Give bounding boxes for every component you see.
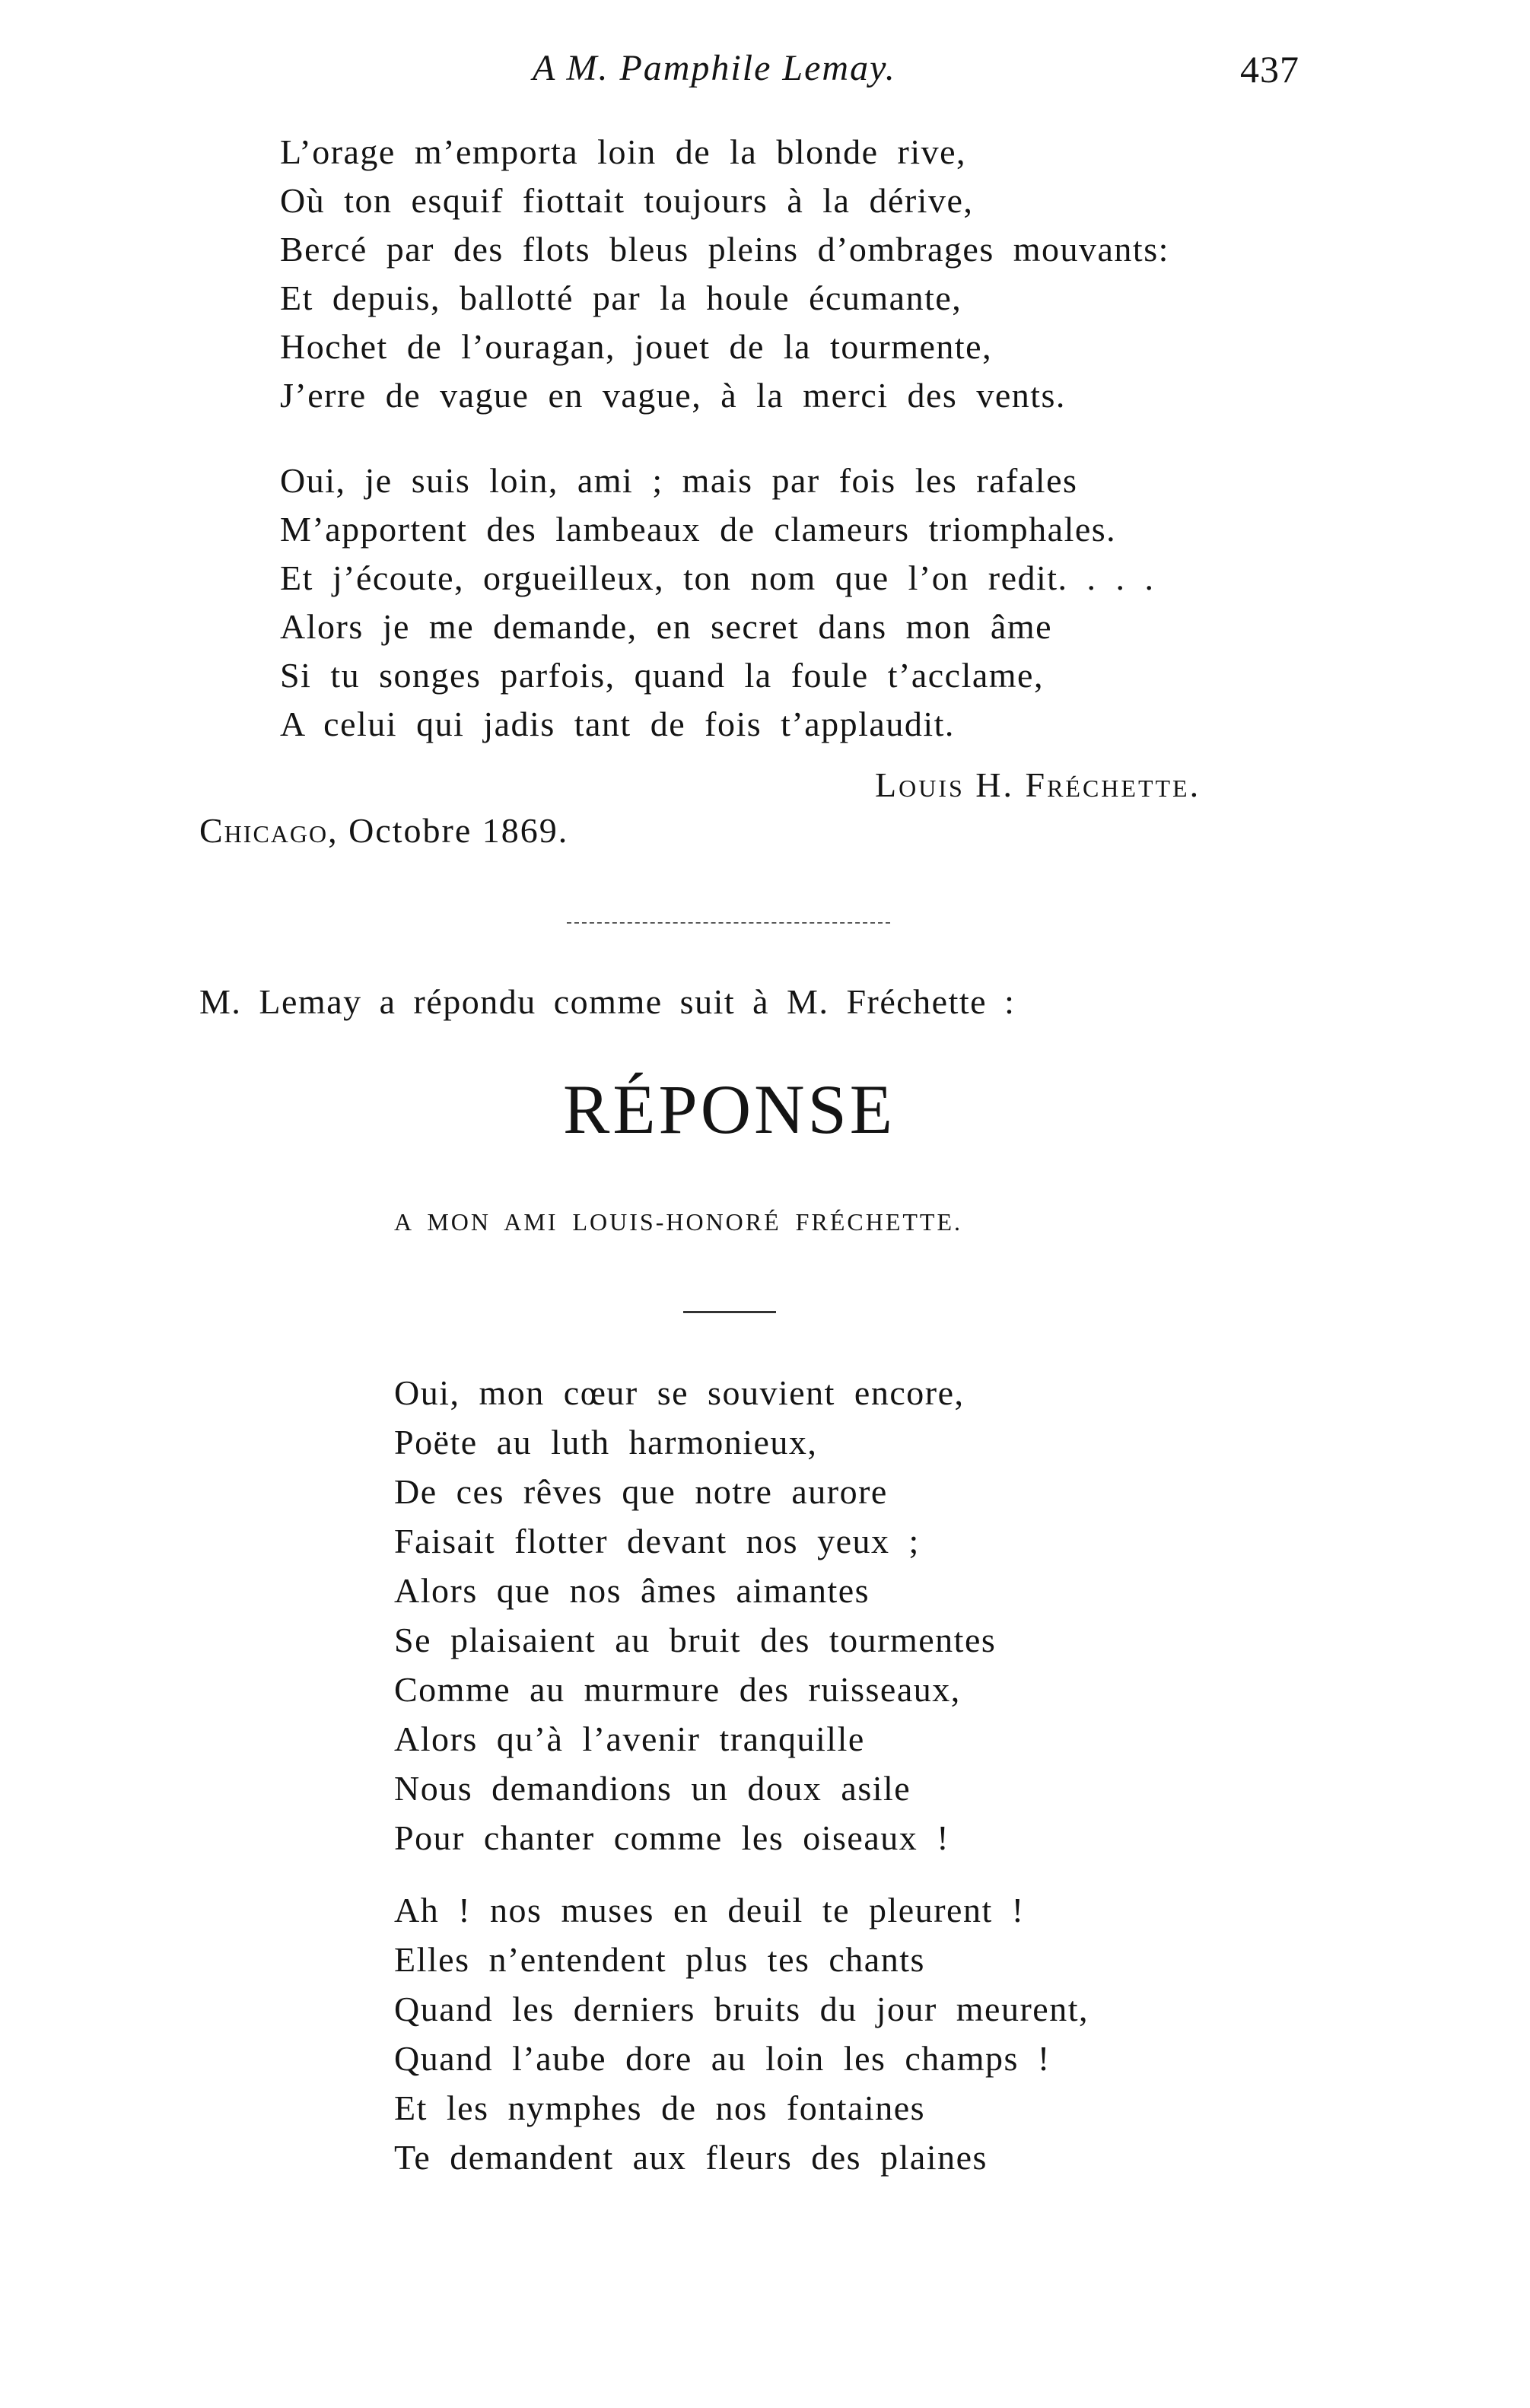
verse-line: Oui, mon cœur se souvient encore, — [394, 1373, 965, 1412]
verse-line: Nous demandions un doux asile — [394, 1769, 911, 1808]
verse-line: Bercé par des flots bleus pleins d’ombrages mouvants: — [280, 230, 1169, 269]
verse-line: Te demandent aux fleurs des plaines — [394, 2138, 988, 2177]
verse-line: Poëte au luth harmonieux, — [394, 1423, 818, 1462]
place: Chicago, — [199, 811, 339, 850]
place-date-line — [199, 810, 568, 851]
verse-line: Hochet de l’ouragan, jouet de la tourmente, — [280, 327, 993, 366]
verse-line: Pour chanter comme les oiseaux ! — [394, 1818, 950, 1857]
verse-line: Où ton esquif fiottait toujours à la dérive, — [280, 181, 974, 220]
verse-line: Elles n’entendent plus tes chants — [394, 1940, 925, 1979]
verse-line: Quand l’aube dore au loin les champs ! — [394, 2039, 1051, 2078]
verse-line: Quand les derniers bruits du jour meurent, — [394, 1990, 1089, 2028]
verse-line: De ces rêves que notre aurore — [394, 1472, 888, 1511]
verse-line: Comme au murmure des ruisseaux, — [394, 1670, 961, 1709]
reponse-stanza-2 — [394, 1885, 1089, 2182]
intro-line: M. Lemay a répondu comme suit à M. Fréchette : — [199, 982, 1016, 1021]
verse-line: Et les nymphes de nos fontaines — [394, 2088, 926, 2127]
verse-line: Alors que nos âmes aimantes — [394, 1571, 870, 1610]
verse-line: Et depuis, ballotté par la houle écumante, — [280, 278, 962, 317]
running-head: A M. Pamphile Lemay. — [533, 48, 896, 88]
verse-line: Faisait flotter devant nos yeux ; — [394, 1522, 920, 1560]
verse-line: L’orage m’emporta loin de la blonde rive, — [280, 132, 967, 171]
section-divider — [567, 922, 890, 924]
reponse-title: RÉPONSE — [563, 1070, 895, 1148]
title-rule — [683, 1311, 776, 1313]
date: Octobre 1869. — [348, 811, 569, 850]
verse-line: Oui, je suis loin, ami ; mais par fois les rafales — [280, 461, 1078, 500]
page-number: 437 — [1240, 48, 1299, 91]
verse-line: Alors je me demande, en secret dans mon âme — [280, 607, 1053, 646]
verse-line: Et j’écoute, orgueilleux, ton nom que l’on redit. . . . — [280, 558, 1155, 597]
reponse-stanza-1 — [394, 1368, 996, 1862]
poem-stanza-2 — [280, 456, 1155, 749]
poem-stanza-1 — [280, 128, 1169, 420]
author-signature: Louis H. Fréchette. — [875, 765, 1201, 804]
verse-line: Se plaisaient au bruit des tourmentes — [394, 1621, 997, 1659]
verse-line: Alors qu’à l’avenir tranquille — [394, 1719, 865, 1758]
verse-line: A celui qui jadis tant de fois t’applaudit. — [280, 705, 955, 743]
verse-line: J’erre de vague en vague, à la merci des vents. — [280, 376, 1066, 415]
verse-line: Si tu songes parfois, quand la foule t’acclame, — [280, 656, 1044, 695]
verse-line: Ah ! nos muses en deuil te pleurent ! — [394, 1891, 1025, 1929]
verse-line: M’apportent des lambeaux de clameurs triomphales. — [280, 510, 1117, 549]
dedication: A MON AMI LOUIS-HONORÉ FRÉCHETTE. — [394, 1208, 962, 1236]
